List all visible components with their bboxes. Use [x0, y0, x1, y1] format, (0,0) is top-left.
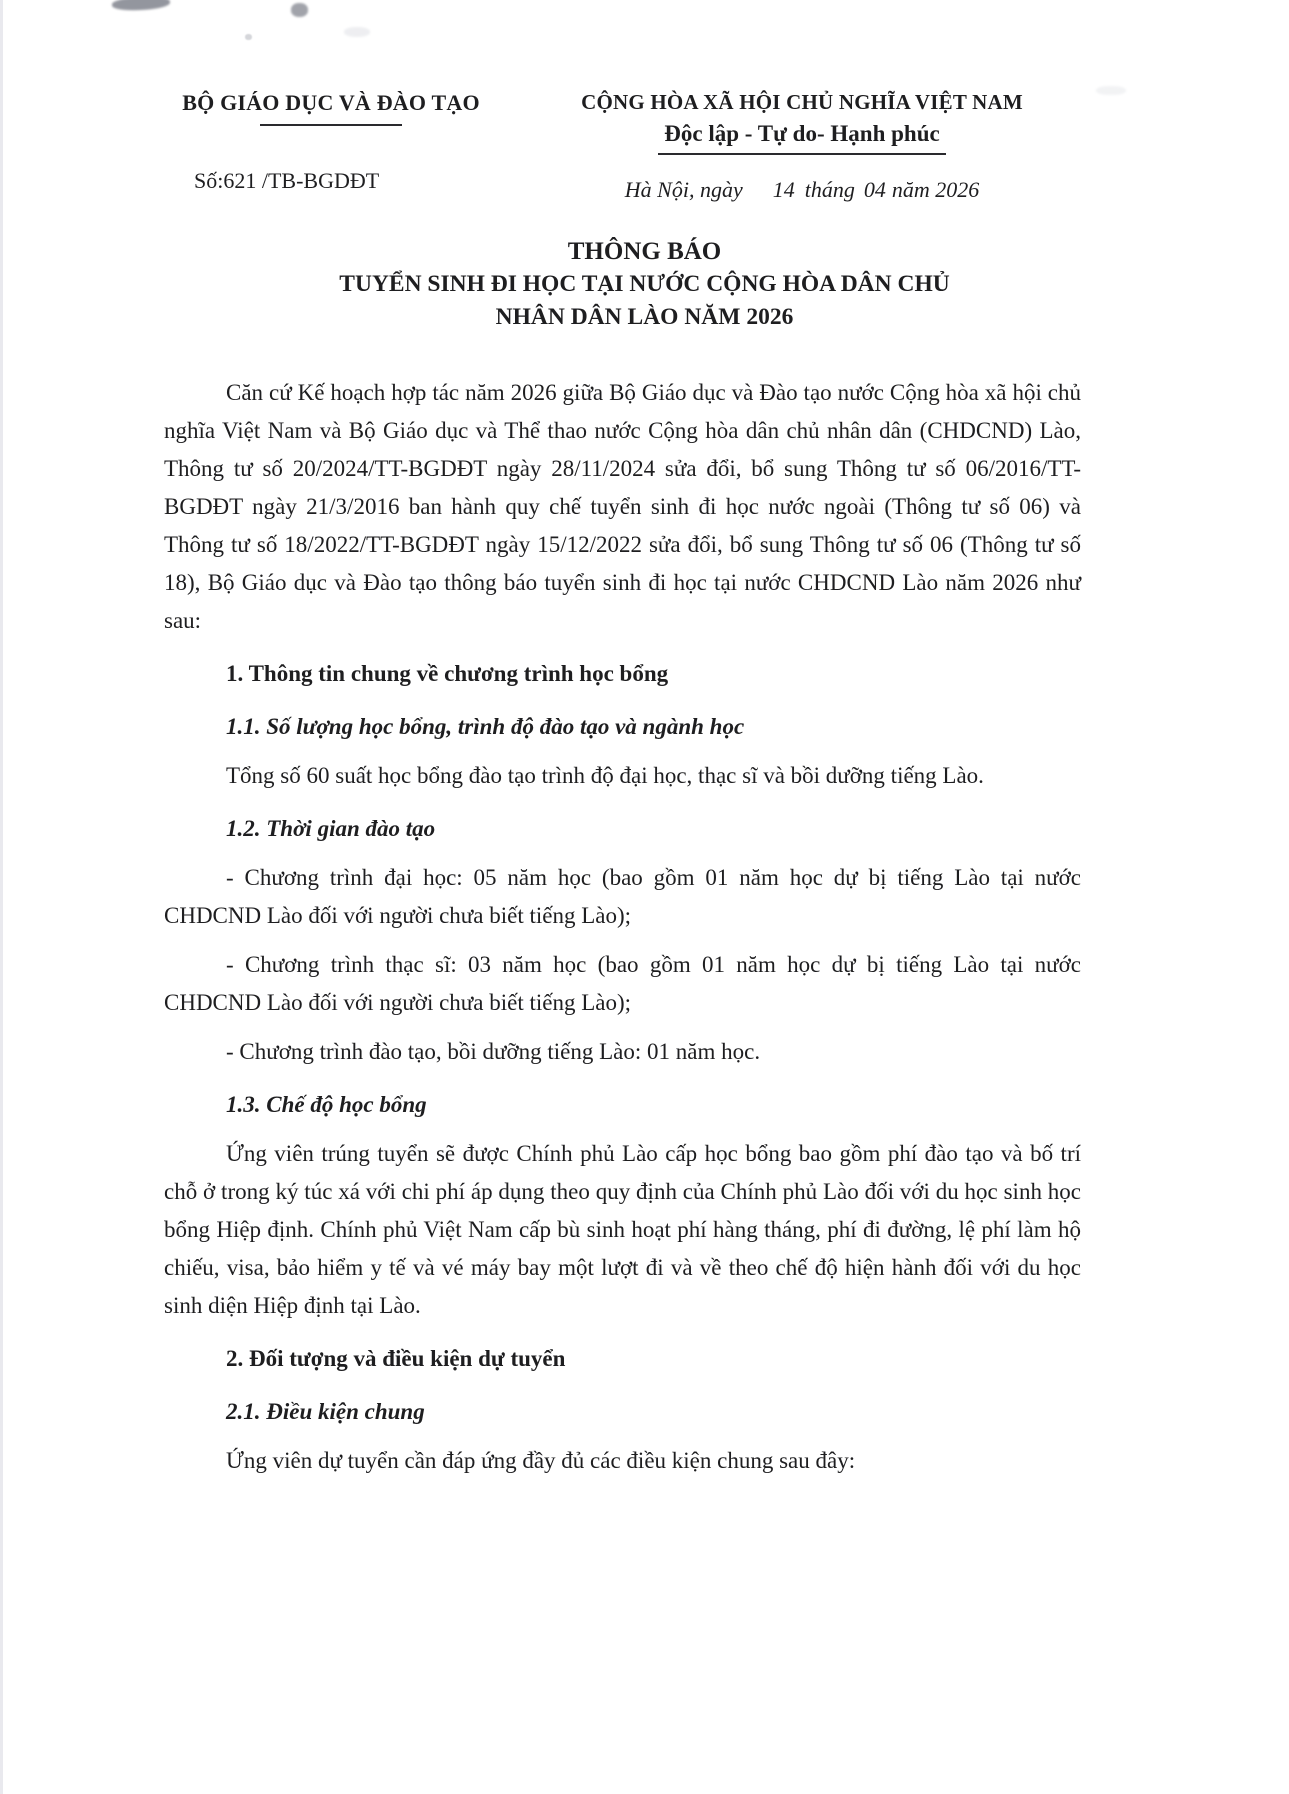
title-line-2: TUYỂN SINH ĐI HỌC TẠI NƯỚC CỘNG HÒA DÂN CHỦ [339, 271, 950, 297]
date-year-label: năm 2026 [891, 177, 980, 202]
date-thang-label: tháng [804, 177, 855, 202]
paragraph-general-conditions: Ứng viên dự tuyển cần đáp ứng đầy đủ các điều kiện chung sau đây: [226, 1448, 856, 1473]
paragraph-legal-basis: Căn cứ Kế hoạch hợp tác năm 2026 giữa Bộ Giáo dục và Đào tạo nước Cộng hòa xã hội chủ nghĩa Việt Nam và Bộ Giáo dục và Thể thao nước Cộng hòa dân chủ nhân dân (CHDCND) Lào, Thông tư số 20/2024/TT-BGDĐT ngày 28/11/2024 sửa đổi, bổ sung Thông tư số 06/2016/TT-BGDĐT ngày 21/3/2016 ban hành quy chế tuyển sinh đi học nước ngoài (Thông tư số 06) và Thông tư số 18/2022/TT-BGDĐT ngày 15/12/2022 sửa đổi, bổ sung Thông tư số 06 (Thông tư số 18), Bộ Giáo dục và Đào tạo thông báo tuyển sinh đi học tại nước CHDCND Lào năm 2026 như sau: [164, 380, 1081, 633]
date-month: 04 [863, 177, 886, 202]
document-title [0, 235, 1289, 334]
scan-artifact [291, 3, 308, 17]
date-day: 14 [772, 177, 795, 202]
section-1-2-heading: 1.2. Thời gian đào tạo [226, 816, 436, 841]
title-line-1: THÔNG BÁO [567, 238, 722, 265]
scan-artifact [1096, 86, 1126, 95]
country-title: CỘNG HÒA XÃ HỘI CHỦ NGHĨA VIỆT NAM [581, 90, 1023, 114]
paragraph-duration-master: - Chương trình thạc sĩ: 03 năm học (bao gồm 01 năm học dự bị tiếng Lào tại nước CHDCND Lào đối với người chưa biết tiếng Lào); [164, 952, 1081, 1015]
issuing-agency-block [156, 90, 506, 203]
scan-artifact [344, 27, 370, 37]
title-line-3: NHÂN DÂN LÀO NĂM 2026 [495, 304, 794, 330]
document-header [0, 0, 1289, 203]
agency-underline [260, 124, 402, 126]
national-heading-block [512, 90, 1092, 203]
date-prefix: Hà Nội, ngày [624, 177, 743, 202]
issuing-agency-name: BỘ GIÁO DỤC VÀ ĐÀO TẠO [182, 90, 480, 115]
paragraph-quota: Tổng số 60 suất học bổng đào tạo trình độ đại học, thạc sĩ và bồi dưỡng tiếng Lào. [226, 763, 984, 788]
place-and-date [512, 177, 1092, 203]
section-1-3-heading: 1.3. Chế độ học bổng [226, 1092, 427, 1117]
document-body [164, 374, 1081, 1480]
section-2-1-heading: 2.1. Điều kiện chung [226, 1399, 425, 1424]
national-motto: Độc lập - Tự do- Hạnh phúc [658, 121, 945, 155]
paragraph-duration-university: - Chương trình đại học: 05 năm học (bao gồm 01 năm học dự bị tiếng Lào tại nước CHDCND Lào đối với người chưa biết tiếng Lào); [164, 865, 1081, 928]
paragraph-duration-language: - Chương trình đào tạo, bồi dưỡng tiếng Lào: 01 năm học. [226, 1039, 761, 1064]
section-1-heading: 1. Thông tin chung về chương trình học bổng [226, 661, 669, 686]
paragraph-scholarship-benefits: Ứng viên trúng tuyển sẽ được Chính phủ Lào cấp học bổng bao gồm phí đào tạo và bố trí chỗ ở trong ký túc xá với chi phí áp dụng theo quy định của Chính phủ Lào đối với du học sinh học bổng Hiệp định. Chính phủ Việt Nam cấp bù sinh hoạt phí hàng tháng, phí đi đường, lệ phí làm hộ chiếu, visa, bảo hiểm y tế và vé máy bay một lượt đi và về theo chế độ hiện hành đối với du học sinh diện Hiệp định tại Lào. [164, 1141, 1081, 1318]
document-number: Số:621 /TB-BGDĐT [194, 168, 380, 193]
scan-edge-shadow [0, 0, 3, 1794]
section-1-1-heading: 1.1. Số lượng học bổng, trình độ đào tạo và ngành học [226, 714, 745, 739]
section-2-heading: 2. Đối tượng và điều kiện dự tuyển [226, 1346, 566, 1371]
scan-artifact [245, 34, 252, 40]
